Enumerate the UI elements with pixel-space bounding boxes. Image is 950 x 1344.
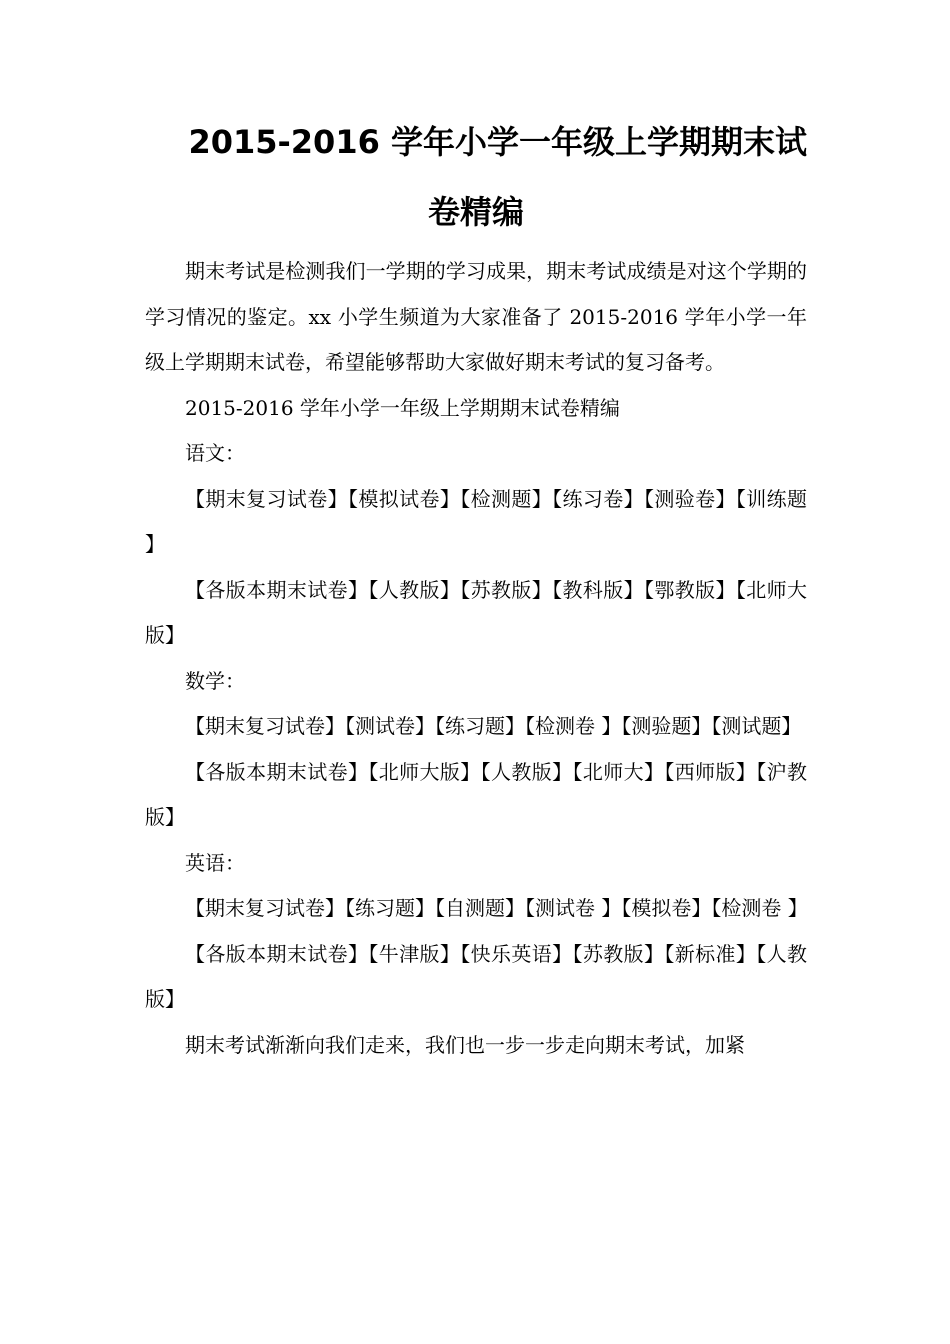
section-math-label: 数学： (185, 668, 245, 693)
section-chinese-label: 语文： (185, 441, 245, 465)
english-edition-links[interactable]: 【各版本期末试卷】【牛津版】【快乐英语】【苏教版】【新标准】【人教版】 (145, 941, 807, 1011)
document-title-line-1: 2015-2016 学年小学一年级上学期期末试 (188, 123, 807, 161)
document-title-line-2: 卷精编 (427, 193, 524, 231)
english-review-links[interactable]: 【期末复习试卷】【练习题】【自测题】【测试卷 】【模拟卷】【检测卷 】 (185, 896, 808, 920)
math-edition-links[interactable]: 【各版本期末试卷】【北师大版】【人教版】【北师大】【西师版】【沪教版】 (145, 759, 807, 829)
math-review-links[interactable]: 【期末复习试卷】【测试卷】【练习题】【检测卷 】【测验题】【测试题】 (185, 714, 802, 738)
document-body (145, 249, 807, 1068)
intro-paragraph: 期末考试是检测我们一学期的学习成果，期末考试成绩是对这个学期的学习情况的鉴定。xx 小学生频道为大家准备了 2015-2016 学年小学一年级上学期期末试卷，希望能够帮助大家做好期末考试的复习备考。 (145, 259, 807, 374)
section-english-label: 英语： (185, 850, 245, 875)
closing-paragraph: 期末考试渐渐向我们走来，我们也一步一步走向期末考试，加紧 (185, 1032, 745, 1057)
chinese-review-links[interactable]: 【期末复习试卷】【模拟试卷】【检测题】【练习卷】【测验卷】【训练题 】 (145, 486, 807, 556)
subtitle-paragraph: 2015-2016 学年小学一年级上学期期末试卷精编 (185, 395, 620, 420)
chinese-edition-links[interactable]: 【各版本期末试卷】【人教版】【苏教版】【教科版】【鄂教版】【北师大版】 (145, 577, 807, 647)
